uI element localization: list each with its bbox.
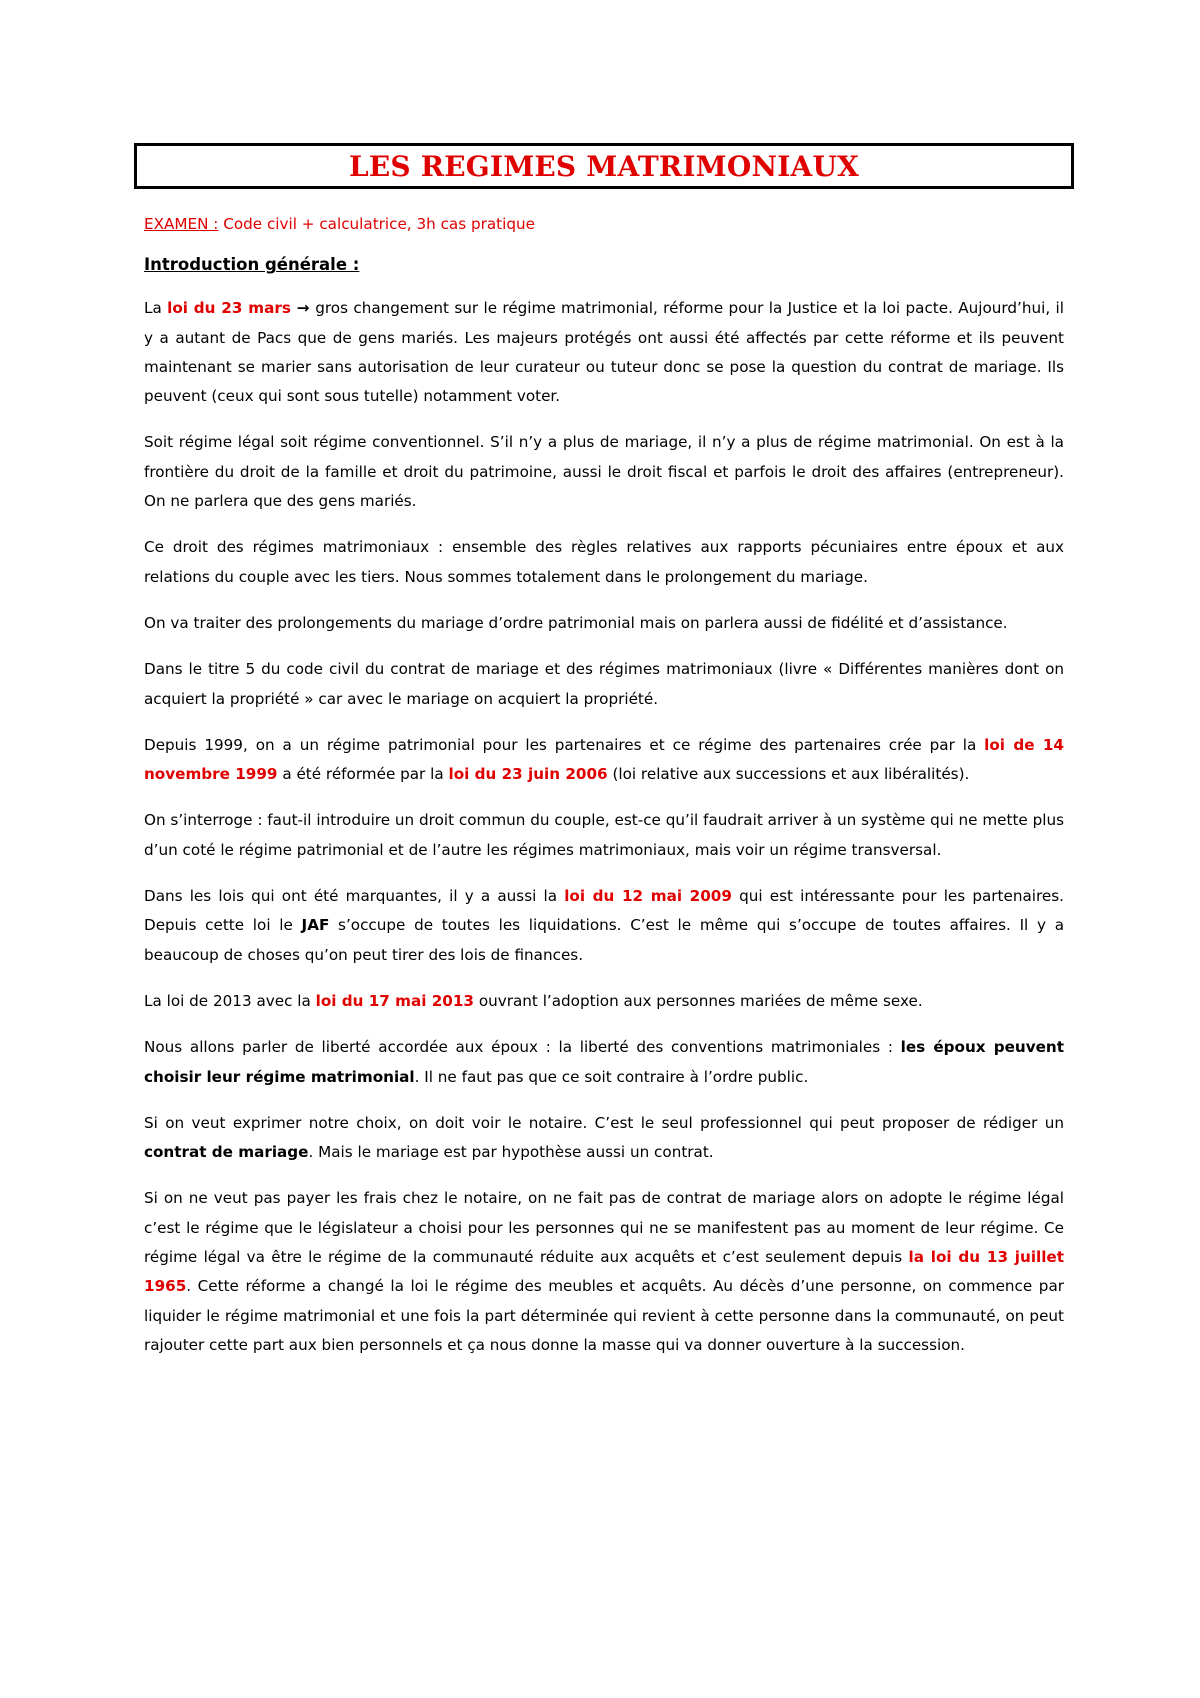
law-reference: loi du 23 juin 2006 xyxy=(448,765,608,784)
law-reference: loi du 23 mars xyxy=(167,299,291,318)
text-run: s’occupe de toutes les liquidations. C’est le même qui s’occupe de toutes affaires. Il y a beaucoup de choses qu’on peut tirer des lois de finances. xyxy=(144,916,1065,964)
bold-phrase: les époux peuvent choisir leur régime matrimonial xyxy=(144,1038,1065,1086)
text-run: . Mais le mariage est par hypothèse aussi un contrat. xyxy=(308,1143,714,1162)
paragraph-8 xyxy=(144,882,1064,970)
text-run: La xyxy=(144,299,168,318)
bold-phrase: contrat de mariage xyxy=(144,1143,309,1162)
paragraph-11 xyxy=(144,1109,1064,1168)
text-run: La loi de 2013 avec la xyxy=(144,991,316,1010)
document-body xyxy=(144,210,1064,1377)
paragraph-6 xyxy=(144,731,1064,790)
paragraph-7: On s’interroge : faut-il introduire un droit commun du couple, est-ce qu’il faudrait arriver à un système qui ne mette plus d’un coté le régime patrimonial et de l’autre les régimes matrimoniaux, mais voir un régime transversal. xyxy=(144,811,1064,859)
paragraph-3: Ce droit des régimes matrimoniaux : ensemble des règles relatives aux rapports pécuniaires entre époux et aux relations du couple avec les tiers. Nous sommes totalement dans le prolongement du mariage. xyxy=(144,538,1064,586)
law-reference: loi du 12 mai 2009 xyxy=(564,887,732,906)
paragraph-1 xyxy=(144,294,1064,411)
text-run: Si on ne veut pas payer les frais chez le notaire, on ne fait pas de contrat de mariage alors on adopte le régime légal c’est le régime que le législateur a choisi pour les personnes qui ne se manifestent pas au moment de leur régime. Ce régime légal va être le régime de la communauté réduite aux acquêts et c’est seulement depuis xyxy=(144,1189,1064,1267)
section-heading: Introduction générale : xyxy=(144,255,360,275)
paragraph-5: Dans le titre 5 du code civil du contrat de mariage et des régimes matrimoniaux (livre « Différentes manières dont on acquiert la propriété » car avec le mariage on acquiert la propriété. xyxy=(144,660,1064,708)
paragraph-12 xyxy=(144,1184,1064,1360)
text-run: Si on veut exprimer notre choix, on doit voir le notaire. C’est le seul professionnel qui peut proposer de rédiger un xyxy=(144,1113,1064,1132)
exam-label: EXAMEN : xyxy=(144,215,219,233)
text-run: Depuis 1999, on a un régime patrimonial pour les partenaires et ce régime des partenaires crée par la xyxy=(144,735,985,754)
text-run: Dans les lois qui ont été marquantes, il y a aussi la xyxy=(144,887,565,906)
paragraph-2: Soit régime légal soit régime conventionnel. S’il n’y a plus de mariage, il n’y a plus de régime matrimonial. On est à la frontière du droit de la famille et droit du patrimoine, aussi le droit fiscal et parfois le droit des affaires (entrepreneur). On ne parlera que des gens mariés. xyxy=(144,433,1064,511)
text-run: . Cette réforme a changé la loi le régime des meubles et acquêts. Au décès d’une personne, on commence par liquider le régime matrimonial et une fois la part déterminée qui revient à cette personne dans la communauté, on peut rajouter cette part aux bien personnels et ça nous donne la masse qui va donner ouverture à la succession. xyxy=(144,1277,1064,1354)
text-run: ouvrant l’adoption aux personnes mariées de même sexe. xyxy=(474,991,923,1010)
law-reference: loi de 14 novembre 1999 xyxy=(144,735,1064,784)
paragraph-9 xyxy=(144,987,1064,1016)
arrow-right-icon: → xyxy=(290,299,316,318)
text-run: gros changement sur le régime matrimonial, réforme pour la Justice et la loi pacte. Aujourd’hui, il y a autant de Pacs que de gens mariés. Les majeurs protégés ont aussi été affectés par cette réforme et ils peuvent maintenant se marier sans autorisation de leur curateur ou tuteur donc se pose la question du contrat de mariage. Ils peuvent (ceux qui sont sous tutelle) notamment voter. xyxy=(144,299,1064,406)
exam-text: Code civil + calculatrice, 3h cas pratique xyxy=(218,215,535,233)
law-reference: loi du 17 mai 2013 xyxy=(315,991,474,1010)
text-run: . Il ne faut pas que ce soit contraire à l’ordre public. xyxy=(414,1067,809,1086)
text-run: qui est intéressante pour les partenaires. Depuis cette loi le xyxy=(144,887,1064,935)
title-box xyxy=(134,143,1074,189)
paragraph-10 xyxy=(144,1033,1064,1092)
text-run: a été réformée par la xyxy=(277,765,449,784)
law-reference: la loi du 13 juillet 1965 xyxy=(144,1248,1064,1296)
text-run: Nous allons parler de liberté accordée aux époux : la liberté des conventions matrimoniales : xyxy=(144,1038,901,1057)
document-title: LES REGIMES MATRIMONIAUX xyxy=(348,149,860,183)
jaf-term: JAF xyxy=(301,916,330,935)
paragraph-4: On va traiter des prolongements du mariage d’ordre patrimonial mais on parlera aussi de fidélité et d’assistance. xyxy=(144,613,1008,632)
exam-line xyxy=(144,210,1064,239)
text-run: (loi relative aux successions et aux libéralités). xyxy=(607,765,970,784)
